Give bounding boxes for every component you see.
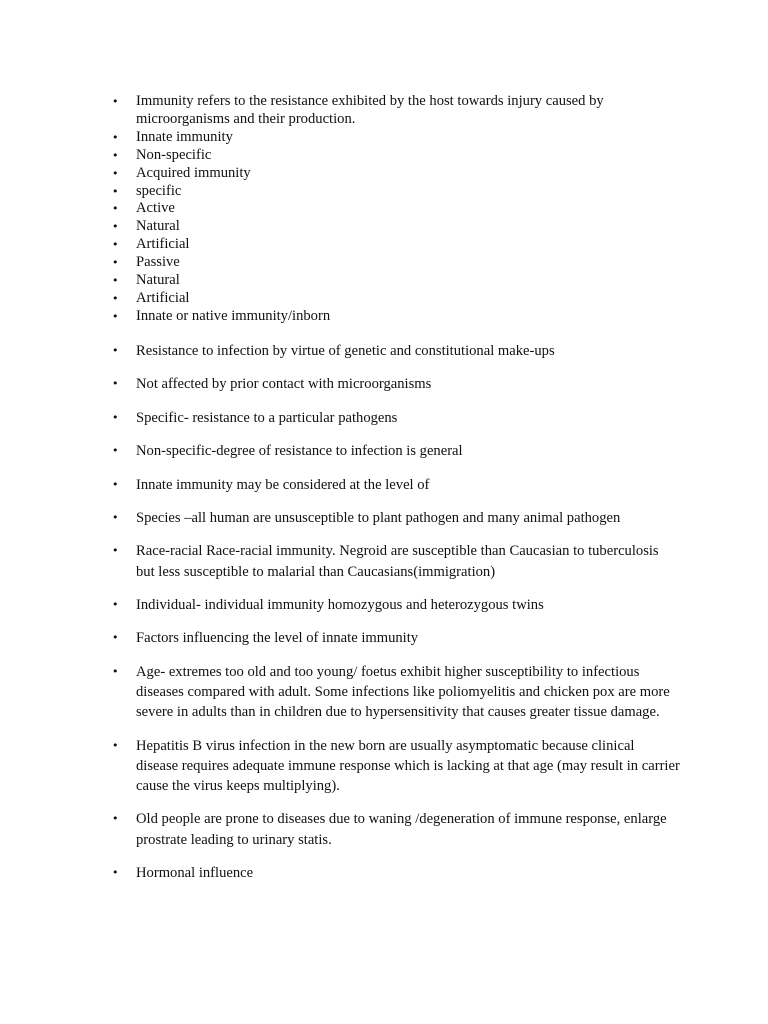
list-item-text: Innate immunity xyxy=(136,128,233,145)
bullet-icon: • xyxy=(112,510,119,524)
bullet-icon: • xyxy=(112,664,119,678)
list-item-text: Natural xyxy=(136,218,180,235)
bullet-icon: • xyxy=(112,220,119,234)
spaced-bullet-list xyxy=(0,341,768,896)
bullet-icon: • xyxy=(112,291,119,305)
bullet-icon: • xyxy=(112,309,119,323)
list-item-text: Hepatitis B virus infection in the new born are usually asymptomatic because clinical disease requires adequate immune response which is lacking at that age (may result in carrier cause the virus keeps multiplying). xyxy=(136,737,680,794)
bullet-icon: • xyxy=(112,544,119,558)
bullet-icon: • xyxy=(112,812,119,826)
bullet-icon: • xyxy=(112,202,119,216)
list-item-text: Artificial xyxy=(136,289,190,306)
list-item-text: Active xyxy=(136,200,175,217)
list-item-text: Factors influencing the level of innate immunity xyxy=(136,630,419,647)
list-item xyxy=(0,809,768,849)
list-item-text: Age- extremes too old and too young/ foetus exhibit higher susceptibility to infectious diseases compared with adult. Some infections like poliomyelitis and chicken pox are more severe in adults than in children due to hypersensitivity that causes greater tissue damage. xyxy=(136,663,670,721)
list-item-text: Artificial xyxy=(136,236,190,253)
list-item xyxy=(0,475,768,495)
list-item-text: Hormonal influence xyxy=(136,864,254,881)
list-item xyxy=(0,218,768,236)
bullet-icon: • xyxy=(112,274,119,288)
list-item xyxy=(0,595,768,615)
list-item xyxy=(0,254,768,272)
bullet-icon: • xyxy=(112,410,119,424)
bullet-icon: • xyxy=(112,738,119,752)
list-item xyxy=(0,147,768,165)
list-item-text: Specific- resistance to a particular pathogens xyxy=(136,409,398,426)
bullet-icon: • xyxy=(112,865,119,879)
bullet-icon: • xyxy=(112,444,119,458)
list-item xyxy=(0,272,768,290)
list-item-text: Natural xyxy=(136,272,180,289)
list-item-text: Passive xyxy=(136,254,180,271)
list-item xyxy=(0,165,768,183)
list-item-text: Immunity refers to the resistance exhibited by the host towards injury caused by microorganisms and their production. xyxy=(136,93,604,127)
list-item xyxy=(0,374,768,394)
list-item-text: Acquired immunity xyxy=(136,164,251,181)
list-item-text: Resistance to infection by virtue of genetic and constitutional make-ups xyxy=(136,343,555,359)
list-item xyxy=(0,508,768,528)
bullet-icon: • xyxy=(112,166,119,180)
list-item xyxy=(0,541,768,581)
list-item xyxy=(0,236,768,254)
list-item-text: Race-racial Race-racial immunity. Negroid are susceptible than Caucasian to tuberculosis but less susceptible to malarial than Caucasians(immigration) xyxy=(136,543,659,580)
list-item xyxy=(0,290,768,308)
list-item xyxy=(0,736,768,797)
compact-bullet-list xyxy=(0,93,768,326)
list-item xyxy=(0,183,768,201)
list-item-text: Non-specific xyxy=(136,146,212,163)
bullet-icon: • xyxy=(112,477,119,491)
list-item xyxy=(0,408,768,428)
list-item-text: Innate immunity may be considered at the level of xyxy=(136,476,430,493)
bullet-icon: • xyxy=(112,631,119,645)
bullet-icon: • xyxy=(112,130,119,144)
list-item-text: Innate or native immunity/inborn xyxy=(136,307,331,324)
list-item xyxy=(0,341,768,361)
bullet-icon: • xyxy=(112,344,119,357)
bullet-icon: • xyxy=(112,184,119,198)
list-item-text: Species –all human are unsusceptible to plant pathogen and many animal pathogen xyxy=(136,509,621,526)
list-item-text: Non-specific-degree of resistance to infection is general xyxy=(136,443,463,460)
bullet-icon: • xyxy=(112,256,119,270)
list-item xyxy=(0,308,768,326)
list-item xyxy=(0,200,768,218)
list-item xyxy=(0,129,768,147)
list-item xyxy=(0,441,768,461)
list-item-text: Not affected by prior contact with microorganisms xyxy=(136,376,432,393)
bullet-icon: • xyxy=(112,148,119,162)
list-item xyxy=(0,863,768,883)
list-item-text: Old people are prone to diseases due to waning /degeneration of immune response, enlarge prostrate leading to urinary statis. xyxy=(136,811,667,848)
list-item-text: specific xyxy=(136,182,182,199)
list-item-text: Individual- individual immunity homozygous and heterozygous twins xyxy=(136,596,544,613)
list-item xyxy=(0,662,768,723)
list-item xyxy=(0,93,768,129)
bullet-icon: • xyxy=(112,597,119,611)
bullet-icon: • xyxy=(112,377,119,391)
list-item xyxy=(0,628,768,648)
bullet-icon: • xyxy=(112,238,119,252)
bullet-icon: • xyxy=(112,95,119,108)
